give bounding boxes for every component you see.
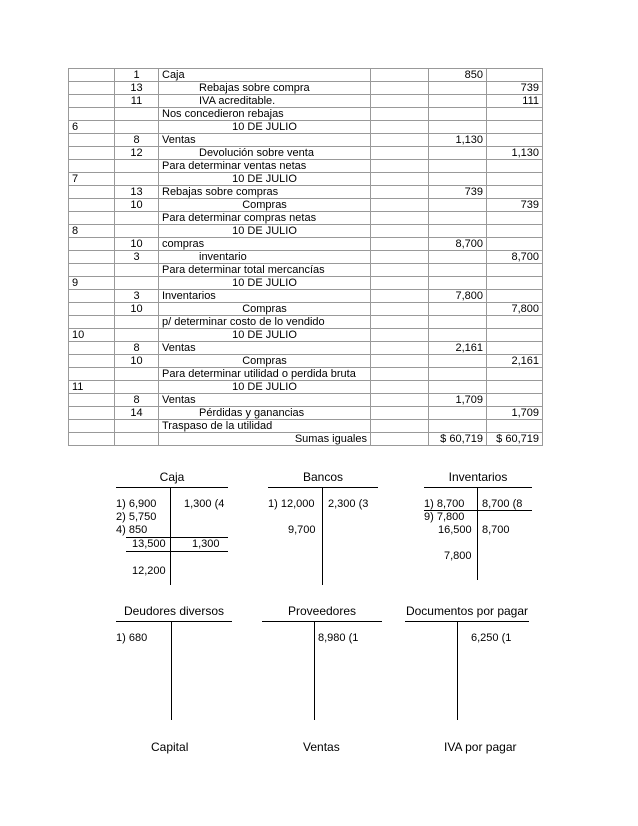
account-number: 3: [115, 251, 159, 264]
debit-amount: [429, 95, 487, 108]
account-number: 1: [115, 69, 159, 82]
journal-row: [69, 368, 543, 381]
debit-entry: 9) 7,800: [424, 511, 465, 523]
credit-amount: [487, 316, 543, 329]
journal-row: [69, 329, 543, 342]
blank-cell: [371, 407, 429, 420]
t-account-caja: [116, 470, 228, 585]
t-account-title: Proveedores: [287, 604, 357, 618]
t-account-stem: [314, 621, 315, 720]
description: Ventas: [159, 134, 371, 147]
debit-amount: 8,700: [429, 238, 487, 251]
credit-amount: [487, 134, 543, 147]
t-account-title: Documentos por pagar: [405, 604, 529, 618]
credit-amount: [487, 186, 543, 199]
journal-row: [69, 355, 543, 368]
description: Sumas iguales: [159, 433, 371, 446]
debit-amount: [429, 173, 487, 186]
journal-row: [69, 199, 543, 212]
entry-number: [69, 238, 115, 251]
debit-amount: [429, 303, 487, 316]
blank-cell: [371, 199, 429, 212]
total-credit: 8,700: [482, 524, 510, 536]
debit-amount: [429, 420, 487, 433]
debit-amount: [429, 316, 487, 329]
journal-row: [69, 381, 543, 394]
journal-row: [69, 212, 543, 225]
entry-number: [69, 368, 115, 381]
account-number: [115, 420, 159, 433]
credit-amount: [487, 342, 543, 355]
blank-cell: [371, 134, 429, 147]
journal-row: [69, 186, 543, 199]
blank-cell: [371, 355, 429, 368]
description: Ventas: [159, 394, 371, 407]
entry-number: [69, 134, 115, 147]
t-account-stem: [171, 621, 172, 720]
journal-row: [69, 264, 543, 277]
account-number: 10: [115, 303, 159, 316]
blank-cell: [371, 186, 429, 199]
credit-amount: [487, 225, 543, 238]
blank-cell: [371, 381, 429, 394]
subtotal-line: [126, 551, 228, 552]
credit-amount: 8,700: [487, 251, 543, 264]
blank-cell: [371, 264, 429, 277]
journal-row: [69, 394, 543, 407]
entry-number: [69, 212, 115, 225]
t-account-deudores-diversos: [116, 604, 232, 720]
journal-row: [69, 160, 543, 173]
entry-number: 8: [69, 225, 115, 238]
total-debit: 16,500: [438, 524, 472, 536]
debit-entry: 4) 850: [116, 524, 148, 536]
t-account-title: Deudores diversos: [123, 604, 225, 618]
credit-amount: [487, 238, 543, 251]
debit-amount: 739: [429, 186, 487, 199]
debit-amount: [429, 212, 487, 225]
debit-amount: [429, 329, 487, 342]
journal-row: [69, 342, 543, 355]
description: Para determinar total mercancías: [159, 264, 371, 277]
entry-number: [69, 95, 115, 108]
debit-amount: 850: [429, 69, 487, 82]
account-number: 13: [115, 82, 159, 95]
debit-amount: [429, 264, 487, 277]
description: Compras: [159, 303, 371, 316]
account-number: [115, 381, 159, 394]
account-number: [115, 173, 159, 186]
journal-row: [69, 277, 543, 290]
entry-number: [69, 420, 115, 433]
credit-amount: $ 60,719: [487, 433, 543, 446]
account-number: 13: [115, 186, 159, 199]
description: compras: [159, 238, 371, 251]
entry-number: [69, 394, 115, 407]
blank-cell: [371, 303, 429, 316]
blank-cell: [371, 82, 429, 95]
account-number: [115, 433, 159, 446]
subtotal-line: [424, 510, 532, 511]
credit-amount: [487, 368, 543, 381]
credit-amount: [487, 212, 543, 225]
t-account-inventarios: [424, 470, 532, 580]
description: IVA acreditable.: [159, 95, 371, 108]
blank-cell: [371, 251, 429, 264]
entry-number: [69, 251, 115, 264]
account-number: 11: [115, 95, 159, 108]
t-account-title-iva-por-pagar: IVA por pagar: [444, 740, 517, 754]
blank-cell: [371, 147, 429, 160]
debit-amount: [429, 277, 487, 290]
credit-amount: [487, 420, 543, 433]
credit-amount: [487, 394, 543, 407]
t-account-stem: [457, 621, 458, 720]
credit-amount: 739: [487, 82, 543, 95]
t-account-bar: [116, 487, 228, 488]
description: 10 DE JULIO: [159, 225, 371, 238]
description: 10 DE JULIO: [159, 329, 371, 342]
debit-amount: [429, 147, 487, 160]
debit-entry: 1) 6,900: [116, 498, 157, 510]
description: Compras: [159, 199, 371, 212]
t-account-stem: [477, 487, 478, 580]
journal-row: [69, 82, 543, 95]
credit-amount: 1,130: [487, 147, 543, 160]
account-number: [115, 121, 159, 134]
account-number: 14: [115, 407, 159, 420]
blank-cell: [371, 420, 429, 433]
description: 10 DE JULIO: [159, 277, 371, 290]
debit-entry: 1) 680: [116, 632, 148, 644]
total-credit: 1,300: [192, 538, 220, 550]
entry-number: [69, 160, 115, 173]
credit-amount: 739: [487, 199, 543, 212]
description: 10 DE JULIO: [159, 121, 371, 134]
t-account-stem: [322, 487, 323, 585]
debit-amount: 7,800: [429, 290, 487, 303]
account-number: 12: [115, 147, 159, 160]
credit-entry: 8,700 (8: [482, 498, 523, 510]
entry-number: [69, 69, 115, 82]
entry-number: [69, 355, 115, 368]
debit-entry: 1) 12,000: [268, 498, 315, 510]
credit-amount: [487, 381, 543, 394]
journal-row: [69, 407, 543, 420]
journal-table: [68, 68, 543, 446]
blank-cell: [371, 69, 429, 82]
journal-row: [69, 173, 543, 186]
t-account-bar: [405, 621, 529, 622]
blank-cell: [371, 212, 429, 225]
blank-cell: [371, 316, 429, 329]
entry-number: [69, 186, 115, 199]
entry-number: [69, 290, 115, 303]
entry-number: [69, 342, 115, 355]
entry-number: [69, 147, 115, 160]
blank-cell: [371, 160, 429, 173]
description: Caja: [159, 69, 371, 82]
description: Rebajas sobre compra: [159, 82, 371, 95]
blank-cell: [371, 433, 429, 446]
blank-cell: [371, 238, 429, 251]
entry-number: 10: [69, 329, 115, 342]
t-account-bar: [424, 487, 532, 488]
journal-row: [69, 95, 543, 108]
journal-row: [69, 147, 543, 160]
account-number: 8: [115, 134, 159, 147]
description: Ventas: [159, 342, 371, 355]
description: 10 DE JULIO: [159, 381, 371, 394]
entry-number: [69, 316, 115, 329]
credit-amount: [487, 160, 543, 173]
journal-row: [69, 134, 543, 147]
journal-row: [69, 108, 543, 121]
debit-amount: [429, 160, 487, 173]
description: Para determinar ventas netas: [159, 160, 371, 173]
description: Compras: [159, 355, 371, 368]
journal-row: [69, 121, 543, 134]
t-account-title: Inventarios: [448, 470, 508, 484]
journal-row: [69, 303, 543, 316]
journal-row: [69, 290, 543, 303]
description: Rebajas sobre compras: [159, 186, 371, 199]
credit-amount: 111: [487, 95, 543, 108]
total-debit: 13,500: [132, 538, 166, 550]
debit-amount: 2,161: [429, 342, 487, 355]
account-number: [115, 108, 159, 121]
entry-number: [69, 108, 115, 121]
blank-cell: [371, 368, 429, 381]
debit-amount: $ 60,719: [429, 433, 487, 446]
entry-number: [69, 407, 115, 420]
journal-row: [69, 420, 543, 433]
credit-amount: [487, 264, 543, 277]
entry-number: 7: [69, 173, 115, 186]
description: Traspaso de la utilidad: [159, 420, 371, 433]
t-account-bar: [262, 621, 382, 622]
debit-amount: 1,130: [429, 134, 487, 147]
description: Para determinar utilidad o perdida bruta: [159, 368, 371, 381]
journal-row: [69, 69, 543, 82]
description: 10 DE JULIO: [159, 173, 371, 186]
description: Pérdidas y ganancias: [159, 407, 371, 420]
debit-amount: 1,709: [429, 394, 487, 407]
credit-entry: 6,250 (1: [471, 632, 512, 644]
credit-amount: [487, 173, 543, 186]
t-account-proveedores: [262, 604, 382, 720]
balance: 12,200: [132, 565, 166, 577]
account-number: 3: [115, 290, 159, 303]
journal-row: [69, 225, 543, 238]
t-account-bar: [116, 621, 232, 622]
debit-amount: [429, 199, 487, 212]
t-account-title-ventas: Ventas: [303, 740, 340, 754]
t-account-bar: [268, 487, 378, 488]
debit-amount: [429, 368, 487, 381]
blank-cell: [371, 329, 429, 342]
description: p/ determinar costo de lo vendido: [159, 316, 371, 329]
account-number: [115, 277, 159, 290]
account-number: [115, 329, 159, 342]
blank-cell: [371, 225, 429, 238]
account-number: 8: [115, 342, 159, 355]
journal-row: [69, 433, 543, 446]
credit-entry: 8,980 (1: [318, 632, 359, 644]
debit-amount: [429, 355, 487, 368]
account-number: 10: [115, 199, 159, 212]
t-account-stem: [170, 487, 171, 585]
blank-cell: [371, 173, 429, 186]
description: Nos concedieron rebajas: [159, 108, 371, 121]
entry-number: 11: [69, 381, 115, 394]
t-account-title: Bancos: [302, 470, 344, 484]
entry-number: [69, 433, 115, 446]
account-number: [115, 368, 159, 381]
t-account-title: Caja: [159, 470, 185, 484]
account-number: [115, 160, 159, 173]
t-account-documentos-por-pagar: [405, 604, 529, 720]
entry-number: [69, 82, 115, 95]
description: inventario: [159, 251, 371, 264]
blank-cell: [371, 342, 429, 355]
debit-amount: [429, 121, 487, 134]
blank-cell: [371, 277, 429, 290]
credit-entry: 1,300 (4: [184, 498, 225, 510]
entry-number: 6: [69, 121, 115, 134]
debit-amount: [429, 407, 487, 420]
account-number: [115, 264, 159, 277]
entry-number: [69, 303, 115, 316]
account-number: 10: [115, 238, 159, 251]
debit-amount: [429, 225, 487, 238]
credit-amount: 1,709: [487, 407, 543, 420]
t-account-title-capital: Capital: [151, 740, 189, 754]
credit-amount: [487, 69, 543, 82]
journal-body: [69, 69, 543, 446]
credit-amount: [487, 290, 543, 303]
account-number: [115, 316, 159, 329]
debit-amount: [429, 82, 487, 95]
credit-entry: 2,300 (3: [328, 498, 369, 510]
entry-number: 9: [69, 277, 115, 290]
description: Inventarios: [159, 290, 371, 303]
debit-entry: 2) 5,750: [116, 511, 157, 523]
entry-number: [69, 199, 115, 212]
debit-amount: [429, 381, 487, 394]
blank-cell: [371, 108, 429, 121]
credit-amount: [487, 121, 543, 134]
description: Para determinar compras netas: [159, 212, 371, 225]
credit-amount: 7,800: [487, 303, 543, 316]
description: Devolución sobre venta: [159, 147, 371, 160]
blank-cell: [371, 290, 429, 303]
account-number: [115, 225, 159, 238]
blank-cell: [371, 394, 429, 407]
debit-amount: [429, 251, 487, 264]
account-number: 8: [115, 394, 159, 407]
debit-amount: [429, 108, 487, 121]
account-number: [115, 212, 159, 225]
t-account-bancos: [268, 470, 378, 585]
blank-cell: [371, 121, 429, 134]
journal-row: [69, 316, 543, 329]
journal-row: [69, 238, 543, 251]
balance: 9,700: [288, 524, 316, 536]
credit-amount: [487, 329, 543, 342]
debit-entry: 1) 8,700: [424, 498, 465, 510]
credit-amount: [487, 277, 543, 290]
account-number: 10: [115, 355, 159, 368]
blank-cell: [371, 95, 429, 108]
journal-row: [69, 251, 543, 264]
credit-amount: [487, 108, 543, 121]
balance: 7,800: [444, 550, 472, 562]
credit-amount: 2,161: [487, 355, 543, 368]
entry-number: [69, 264, 115, 277]
